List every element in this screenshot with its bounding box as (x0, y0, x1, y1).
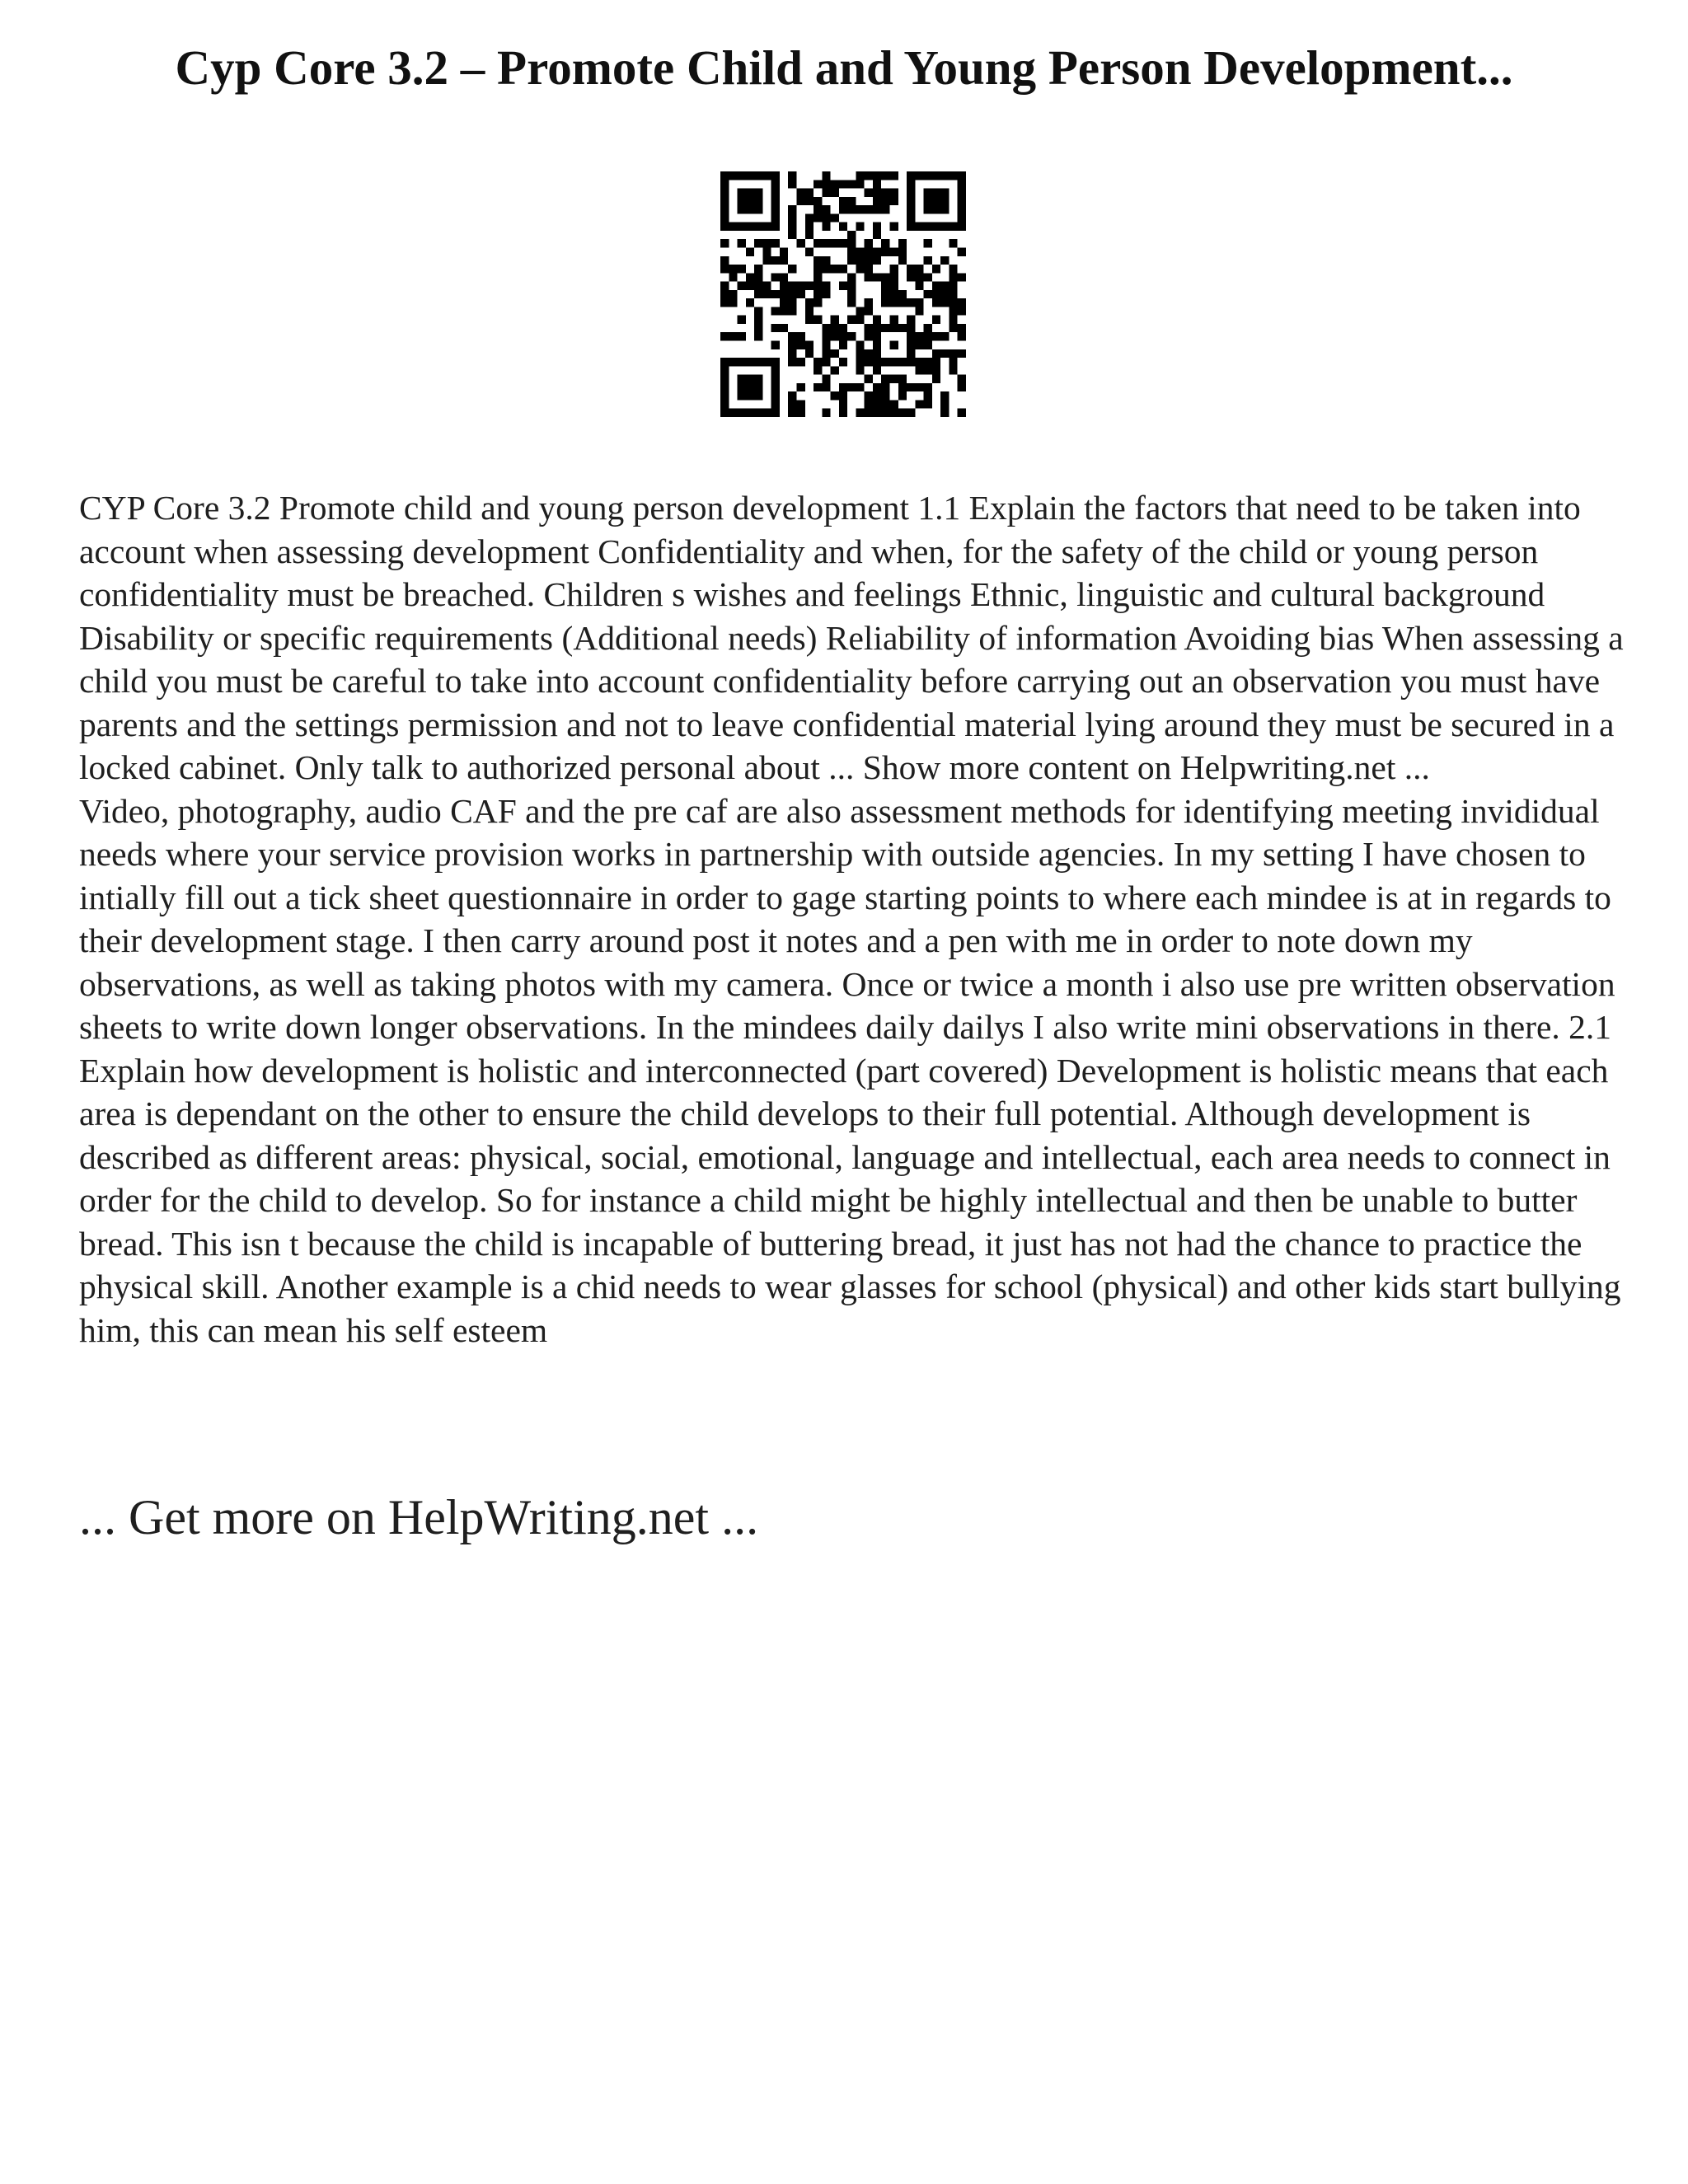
body-paragraph: CYP Core 3.2 Promote child and young person development 1.1 Explain the factors that need to be taken into account when assessing development Confidentiality and when, for the safety of the child or young person confidentiality must be breached. Children s wishes and feelings Ethnic, linguistic and cultural background Disability or specific requirements (Additional needs) Reliability of information Avoiding bias When assessing a child you must be careful to take into account confidentiality before carrying out an observation you must have parents and the settings permission and not to leave confidential material lying around they must be secured in a locked cabinet. Only talk to authorized personal about ... Show more content on Helpwriting.net ... (79, 489, 1624, 786)
body-paragraph: Video, photography, audio CAF and the pre caf are also assessment methods for identifying meeting invididual needs where your service provision works in partnership with outside agencies. In my setting I have chosen to intially fill out a tick sheet questionnaire in order to gage starting points to where each mindee is at in regards to their development stage. I then carry around post it notes and a pen with me in order to note down my observations, as well as taking photos with my camera. Once or twice a month i also use pre written observation sheets to write down longer observations. In the mindees daily dailys I also write mini observations in there. 2.1 Explain how development is holistic and interconnected (part covered) Development is holistic means that each area is dependant on the other to ensure the child develops to their full potential. Although development is described as different areas: physical, social, emotional, language and intellectual, each area needs to connect in order for the child to develop. So for instance a child might be highly intellectual and then be unable to butter bread. This isn t because the child is incapable of buttering bread, it just has not had the chance to practice the physical skill. Another example is a chid needs to wear glasses for school (physical) and other kids start bullying him, this can mean his self esteem (79, 791, 1621, 1349)
document-body (79, 486, 1629, 1352)
qr-code-icon (720, 171, 966, 417)
document-title: Cyp Core 3.2 – Promote Child and Young Person Development... (175, 40, 1513, 95)
get-more-link[interactable]: ... Get more on HelpWriting.net ... (79, 1490, 759, 1544)
